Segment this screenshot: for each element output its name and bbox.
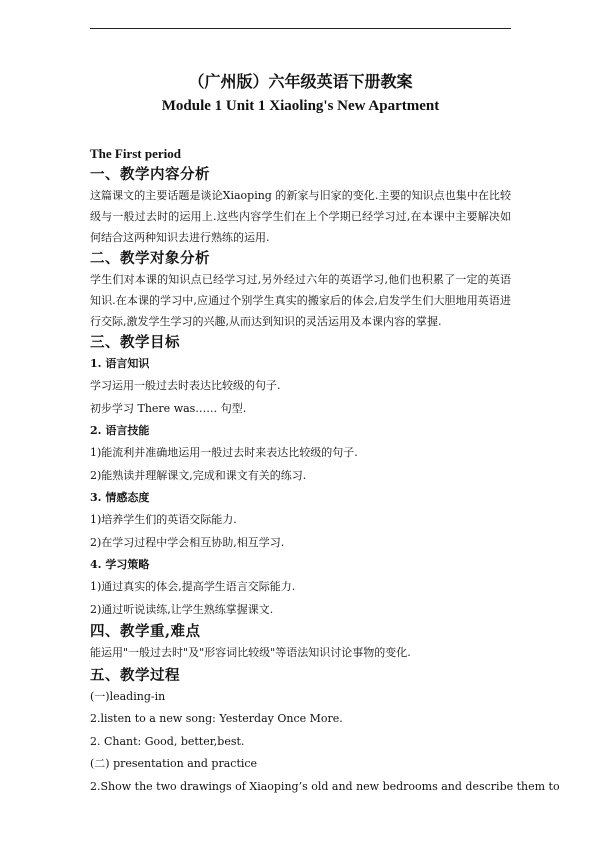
section-text-student-analysis: 学生们对本课的知识点已经学习过,另外经过六年的英语学习,他们也积累了一定的英语知识.在本课的学习中,应通过个别学生真实的搬家后的体会,启发学生们大胆地用英语进行交际,激发学生学习的兴趣,从而达到知识的灵活运用及本课内容的掌握. xyxy=(90,273,511,328)
objective-title-language-knowledge: 1. 语言知识 xyxy=(90,357,150,370)
header-rule xyxy=(90,28,511,29)
objective-item: 2)在学习过程中学会相互协助,相互学习. xyxy=(90,535,285,549)
process-line: (一)leading-in xyxy=(90,689,166,703)
objective-item: 2)能熟读并理解课文,完成和课文有关的练习. xyxy=(90,468,307,482)
section-text-content-analysis: 这篇课文的主要话题是谈论Xiaoping 的新家与旧家的变化.主要的知识点也集中在比较级与一般过去时的运用上.这些内容学生们在上个学期已经学习过,在本课中主要解决如何结合这两种知识去进行熟练的运用. xyxy=(90,189,511,244)
objective-item: 1)通过真实的体会,提高学生语言交际能力. xyxy=(90,580,296,593)
section-heading-teaching-process: 五、教学过程 xyxy=(90,666,180,684)
objective-title-attitude: 3. 情感态度 xyxy=(90,491,150,504)
process-line: 2. Chant: Good, better,best. xyxy=(90,734,245,748)
objective-item: 初步学习 There was…… 句型. xyxy=(90,401,247,415)
section-heading-student-analysis: 二、教学对象分析 xyxy=(90,250,210,267)
title-chinese: （广州版）六年级英语下册教案 xyxy=(188,72,413,91)
process-line: (二) presentation and practice xyxy=(90,757,258,770)
objective-item: 学习运用一般过去时表达比较级的句子. xyxy=(90,379,281,392)
process-line: 2.listen to a new song: Yesterday Once More. xyxy=(90,712,343,725)
section-text-key-points: 能运用"一般过去时"及"形容词比较级"等语法知识讨论事物的变化. xyxy=(90,646,411,659)
process-line: 2.Show the two drawings of Xiaoping’s old and new bedrooms and describe them to xyxy=(90,779,560,793)
objective-title-language-skills: 2. 语言技能 xyxy=(90,424,150,437)
section-heading-content-analysis: 一、教学内容分析 xyxy=(90,166,210,183)
objective-item: 1)培养学生们的英语交际能力. xyxy=(90,513,237,526)
period-label: The First period xyxy=(90,146,181,161)
section-heading-key-points: 四、教学重,难点 xyxy=(90,623,201,640)
lesson-plan-page xyxy=(90,72,560,798)
title-english: Module 1 Unit 1 Xiaoling's New Apartment xyxy=(161,98,440,114)
section-heading-objectives: 三、教学目标 xyxy=(90,334,180,351)
objective-item: 1)能流利并准确地运用一般过去时来表达比较级的句子. xyxy=(90,446,358,459)
objective-title-strategies: 4. 学习策略 xyxy=(90,558,150,571)
objective-item: 2)通过听说读练,让学生熟练掌握课文. xyxy=(90,602,274,616)
